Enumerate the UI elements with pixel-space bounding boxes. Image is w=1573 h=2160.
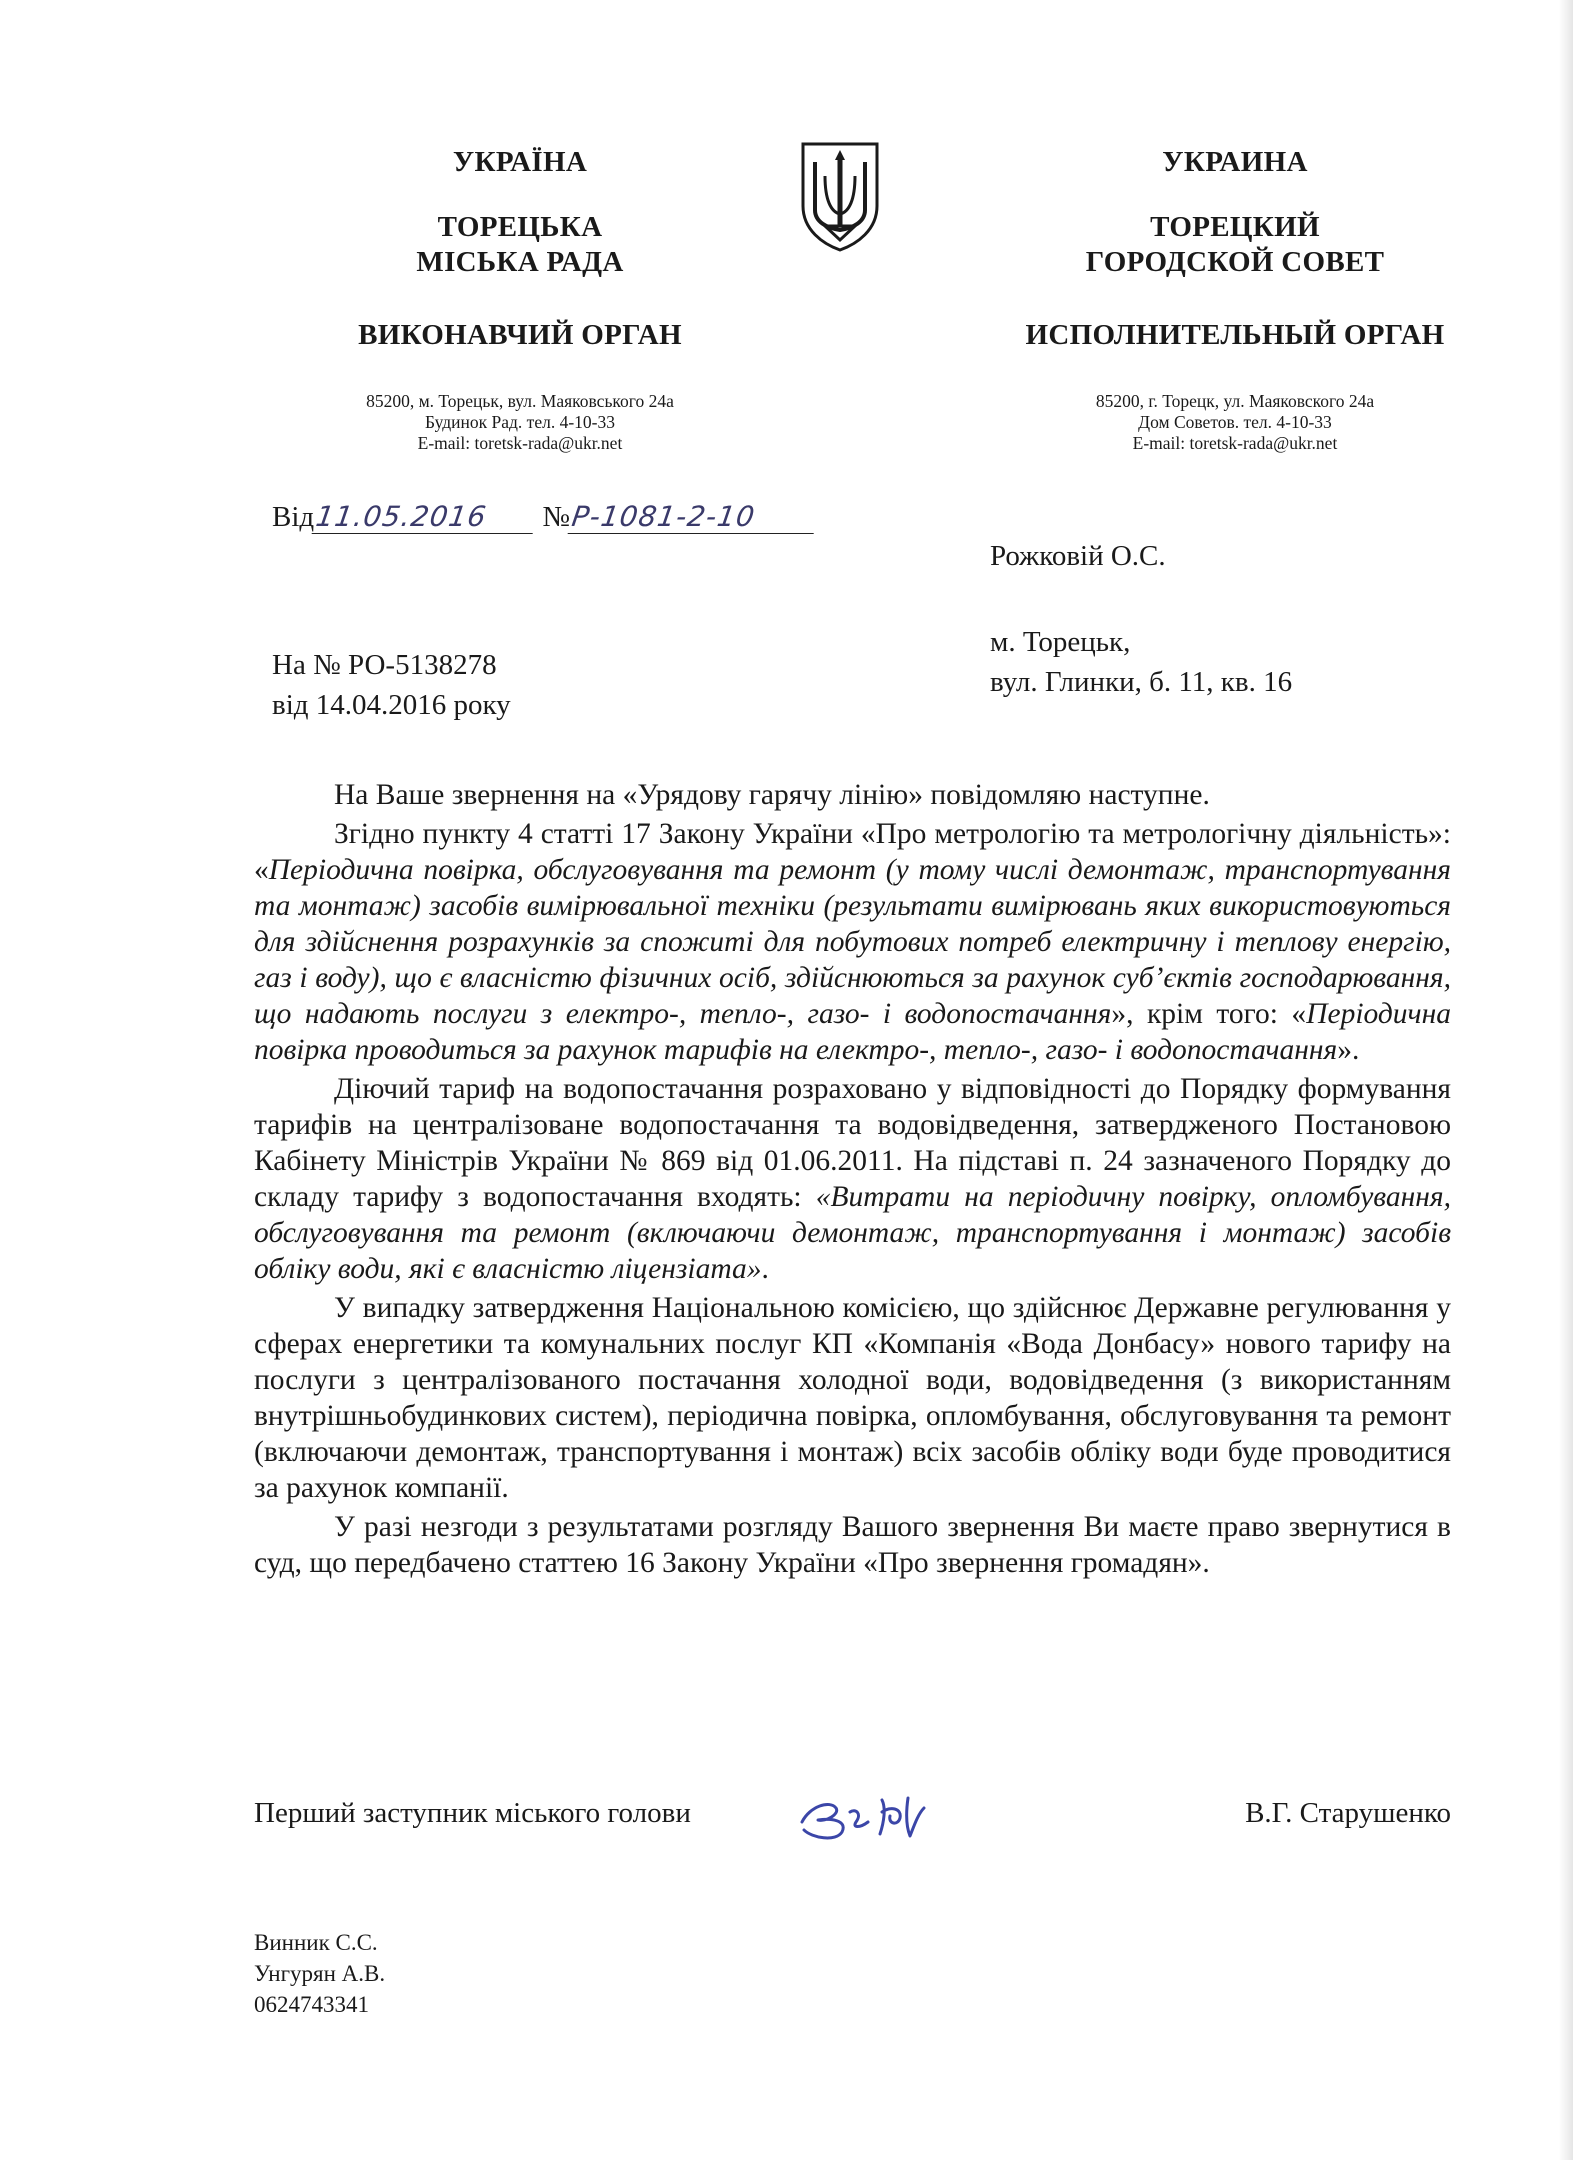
header-left-address-line1: 85200, м. Торецьк, вул. Маяковського 24а — [366, 391, 674, 411]
incoming-ref-line2: від 14.04.2016 року — [272, 689, 511, 721]
outgoing-number: Р-1081-2-10 — [568, 500, 819, 534]
addressee-address — [990, 622, 1292, 702]
header-right — [955, 145, 1515, 454]
header-left-address-line3: E-mail: toretsk-rada@ukr.net — [417, 433, 623, 453]
addressee-street: вул. Глинки, б. 11, кв. 16 — [990, 666, 1293, 698]
executor-phone: 0624743341 — [254, 1992, 369, 2017]
paragraph-3 — [254, 1071, 1451, 1287]
p3-quote: «Витрати на періодичну повірку, опломбування, обслуговування та ремонт (включаючи демонтаж, транспортування і монтаж) засобів обліку води, які є власністю ліцензіата» — [254, 1181, 1451, 1285]
header-left-address-line2: Будинок Рад. тел. 4-10-33 — [425, 412, 615, 432]
paragraph-1: На Ваше звернення на «Урядову гарячу лінію» повідомляю наступне. — [334, 779, 1210, 811]
outgoing-number-prefix: № — [542, 501, 571, 533]
trident-coat-of-arms-icon — [797, 140, 883, 252]
addressee-name: Рожковій О.С. — [990, 540, 1166, 572]
header-left-council-line2: МІСЬКА РАДА — [416, 246, 624, 278]
paragraph-2 — [254, 816, 1451, 1068]
header-right-council-line2: ГОРОДСКОЙ СОВЕТ — [1085, 246, 1385, 278]
paragraph-5: У разі незгоди з результатами розгляду Вашого звернення Ви маєте право звернутися в суд, що передбачено статтею 16 Закону України «Про звернення громадян». — [254, 1511, 1451, 1579]
letter-body — [254, 777, 1451, 1581]
header-left-council — [240, 210, 800, 280]
executor-2: Унгурян А.В. — [254, 1961, 386, 1986]
executor-1: Винник С.С. — [254, 1930, 378, 1955]
p2-text-c: », крім того: « — [1111, 998, 1307, 1030]
signer-title: Перший заступник міського голови — [254, 1797, 691, 1829]
p3-text-a: Діючий тариф на водопостачання розраховано у відповідності до Порядку формування тарифів на централізоване водопостачання та водовідведення, затвердженого Постановою Кабінету Міністрів України № 869 від 01.06.2011. На підставі п. 24 зазначеного Порядку до складу тарифу з водопостачання входять: — [254, 1073, 1451, 1213]
header-right-country: УКРАИНА — [1162, 146, 1308, 178]
header-right-council — [955, 210, 1515, 280]
addressee-city: м. Торецьк, — [990, 626, 1131, 658]
header-right-address-line2: Дом Советов. тел. 4-10-33 — [1138, 412, 1332, 432]
executors — [254, 1927, 385, 2020]
signer-name: В.Г. Старушенко — [1245, 1797, 1451, 1829]
p2-text-e: ». — [1337, 1034, 1360, 1066]
header-left-address — [240, 391, 800, 454]
header-right-address-line1: 85200, г. Торецк, ул. Маяковского 24а — [1095, 391, 1375, 411]
outgoing-prefix: Від — [272, 501, 315, 533]
incoming-ref-line1: На № РО-5138278 — [272, 649, 497, 681]
header-left-council-line1: ТОРЕЦЬКА — [437, 211, 603, 243]
header-left — [240, 145, 800, 454]
outgoing-reference — [272, 500, 816, 540]
p2-text-a: Згідно пункту 4 статті 17 Закону України «Про метрологію та метрологічну діяльність»: « — [254, 818, 1451, 886]
header-right-address-line3: E-mail: toretsk-rada@ukr.net — [1132, 433, 1338, 453]
handwritten-signature — [790, 1778, 990, 1848]
scan-edge — [1559, 0, 1573, 2160]
header-left-country: УКРАЇНА — [452, 146, 588, 178]
header-right-organ: ИСПОЛНИТЕЛЬНЫЙ ОРГАН — [1025, 319, 1445, 351]
p3-text-c: . — [761, 1253, 769, 1285]
p2-quote-1: Періодична повірка, обслуговування та ремонт (у тому числі демонтаж, транспортування та монтаж) засобів вимірювальної техніки (результати вимірювань яких використовуються для здійснення розрахунків за спожиті для побутових потреб електричну і теплову енергію, газ і воду), що є власністю фізичних осіб, здійснюються за рахунок суб’єктів господарювання, що надають послуги з електро-, тепло-, газо- і водопостачання — [254, 854, 1451, 1030]
paragraph-4: У випадку затвердження Національною комісією, що здійснює Державне регулювання у сферах енергетики та комунальних послуг КП «Компанія «Вода Донбасу» нового тарифу на послуги з централізованого постачання холодної води, водовідведення (з використанням внутрішньобудинкових систем), періодична повірка, опломбування, обслуговування та ремонт (включаючи демонтаж, транспортування і монтаж) всіх засобів обліку води буде проводитися за рахунок компанії. — [254, 1292, 1451, 1504]
header-right-council-line1: ТОРЕЦКИЙ — [1150, 211, 1320, 243]
incoming-reference — [272, 645, 511, 725]
outgoing-date: 11.05.2016 — [312, 500, 538, 534]
header-right-address — [955, 391, 1515, 454]
p2-quote-2: Періодична повірка проводиться за рахунок тарифів на електро-, тепло-, газо- і водопостачання — [254, 998, 1452, 1066]
header-left-organ: ВИКОНАВЧИЙ ОРГАН — [358, 319, 682, 351]
